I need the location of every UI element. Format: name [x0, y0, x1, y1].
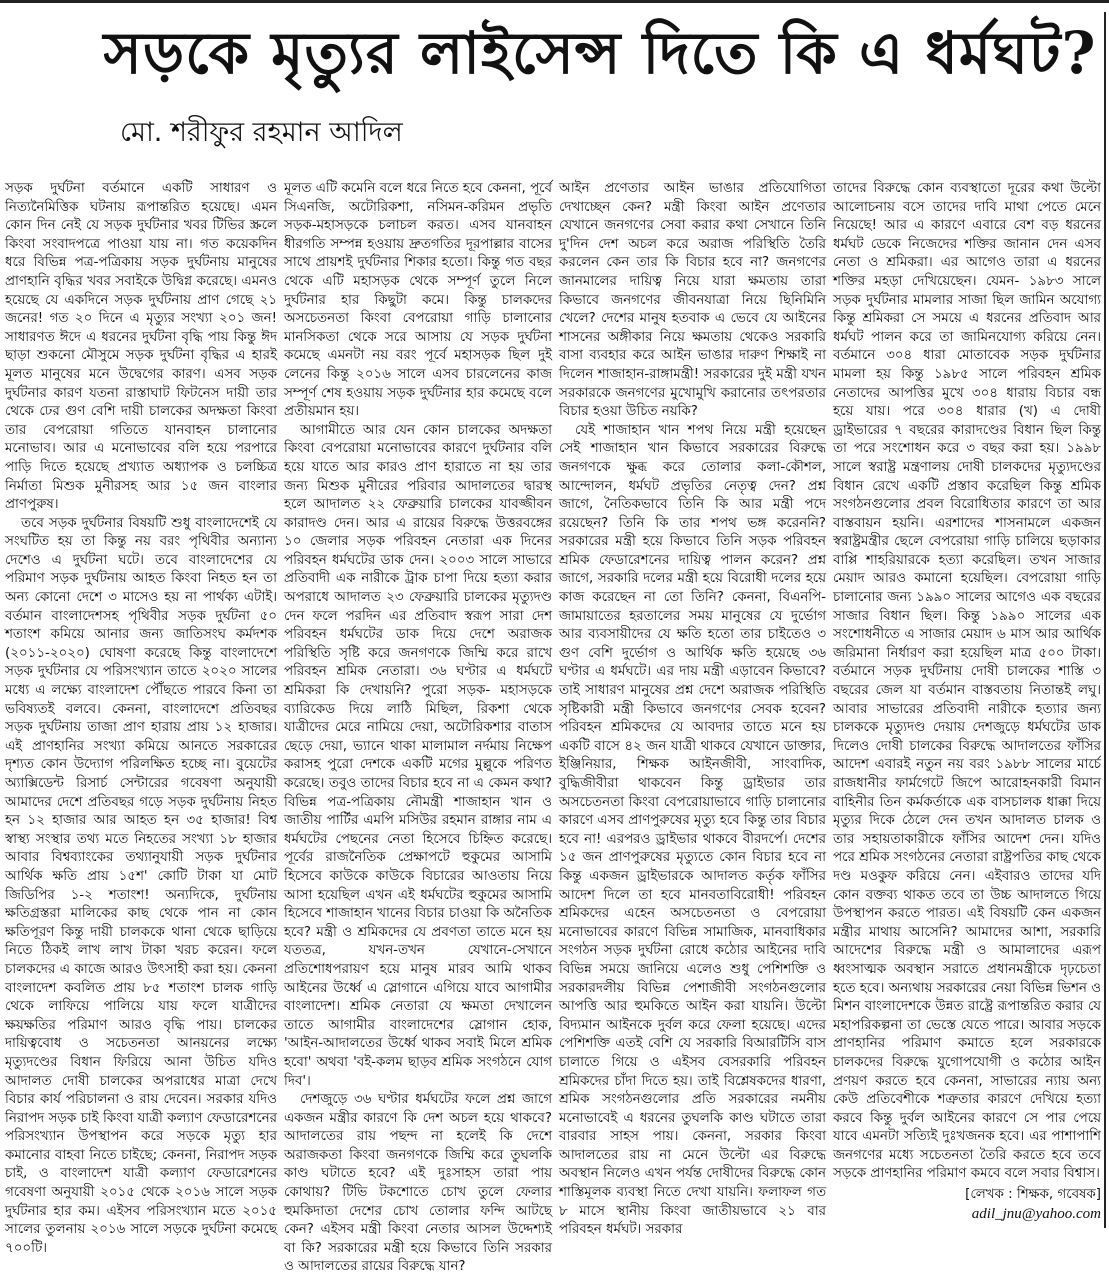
paragraph: দেশজুড়ে ৩৬ ঘণ্টার ধর্মঘটের ফলে প্রশ্ন জাগে একজন মন্ত্রীর কারণে কি দেশ অচল হয়ে থাকবে? আদালতের রায় পছন্দ না হলেই কি দেশে অরাজকতা কিংবা জনগণকে জিম্মি করে তুঘলকি কাণ্ড ঘটাতে হবে? এই দুঃসাহস তারা পায় কোথায়? টিভি টকশোতে চোখ তুলে ফেলার হুমকিদাতা দেশের চোখ তোলার ফন্দি আটছে কেন? এইসব মন্ত্রী কিংবা নেতার আসল উদ্দেশ্যই বা কি? সরকারের মন্ত্রী হয়ে কিভাবে তিনি সরকার ও আদালতের রায়ের বিরুদ্ধে যান? [284, 1092, 552, 1275]
paragraph: আইন প্রণেতার আইন ভাঙার প্রতিযোগিতা দেখাচ্ছেন কেন? মন্ত্রী কিংবা আইন প্রণেতার যেখানে জনগণের সেবা করার কথা সেখানে তিনি দু'দিন দেশ অচল করে অরাজ পরিস্থিতি তৈরি করলেন কেন তার কি বিচার হবে না? জনগণের জানমালের দায়িত্ব নিয়ে যারা ক্ষমতায় তারা কিভাবে জনগণের জীবনযাত্রা নিয়ে ছিনিমিনি খেলে? দেশের মানুষ হতবাক এ ভেবে যে আইনের শাসনের অঙ্গীকার নিয়ে ক্ষমতায় থেকেও সরকারি বাসা ব্যবহার করে আইন ভাঙার দারুণ শিক্ষাই না দিলেন শাজাহান-রাঙ্গামন্ত্রী! সরকারের দুই মন্ত্রী যখন সরকারকে জনগণের মুখোমুখি করানোর তৎপরতার বিচার হওয়া উচিত নয়কি? [559, 181, 826, 420]
column-2 [284, 180, 552, 1277]
column-4 [833, 180, 1101, 1277]
author-byline: মো. শরীফুর রহমান আদিল [120, 117, 403, 148]
column-1 [5, 180, 277, 1277]
paragraph: যেই শাজাহান খান শপথ নিয়ে মন্ত্রী হয়েছেন সেই শাজাহান খান কিভাবে সরকারের বিরুদ্ধে জনগণকে ক্ষুব্ধ করে তোলার কলা-কৌশল, আন্দোলন, ধর্মঘট প্রভৃতির নেতৃত্ব দেন? প্রশ্ন জাগে, নৈতিকভাবে তিনি কি আর মন্ত্রী পদে রয়েছেন? তিনি কি তার শপথ ভঙ্গ করেননি? সরকারের মন্ত্রী হয়ে কিভাবে তিনি সড়ক পরিবহন শ্রমিক ফেডারেশনের দায়িত্ব পালন করেন? প্রশ্ন জাগে, সরকারি দলের মন্ত্রী হয়ে বিরোধী দলের হয়ে কাজ করেছেন না তো তিনি? কেননা, বিএনপি-জামায়াতের হরতালের সময় মানুষের যে দুর্ভোগ আর ব্যবসায়ীদের যে ক্ষতি হতো তার চাইতেও ৩ গুণ বেশি দুর্ভোগ ও আর্থিক ক্ষতি হয়েছে ৩৬ ঘণ্টার এ ধর্মঘটে। এর দায় মন্ত্রী এড়াবেন কিভাবে? তাই সাধারণ মানুষের প্রশ্ন দেশে অরাজক পরিস্থিতি সৃষ্টিকারী মন্ত্রী কিভাবে জনগণের সেবক হবেন? পরিবহন শ্রমিকদের যে আবদার তাতে মনে হয় একটি বাসে ৪২ জন যাত্রী থাকবে যেখানে ডাক্তার, ইঞ্জিনিয়ার, শিক্ষক আইনজীবী, সাংবাদিক, বুদ্ধিজীবীরা থাকবেন কিন্তু ড্রাইভার তার অসচেতনতা কিংবা বেপরোয়াভাবে গাড়ি চালানোর কারণে এসব প্রাণপুরুষের মৃত্যু হবে কিন্তু তার বিচার হবে না! এরপরও ড্রাইভার থাকবে বীরদর্পে। দেশের ১৫ জন প্রাণপুরুষের মৃত্যুতে কোন বিচার হবে না কিন্তু একজন ড্রাইভারকে আদালত কর্তৃক ফাঁসির আদেশ দিলে তা হবে মানবতাবিরোধী! পরিবহন শ্রমিকদের এহেন অসচেতনতা ও বেপরোয়া মনোভাবের কারণে বিভিন্ন সামাজিক, মানবাধিকার সংগঠন সড়ক দুর্ঘটনা রোধে কঠোর আইনের দাবি বিভিন্ন সময়ে জানিয়ে এলেও শুধু পেশিশক্তি ও সরকারদলীয় বিভিন্ন পেশাজীবী সংগঠনগুলোর আপত্তি আর হুমকিতে আইন করা যায়নি। উল্টো বিদ্যমান আইনকে দুর্বল করে ফেলা হয়েছে। এদের পেশিশক্তি এতই বেশি যে সরকারি বিআরটিসি বাস চালাতে গিয়ে ও এইসব বেসরকারি পরিবহন শ্রমিকদের চাঁদা দিতে হয়। তাই বিশ্লেষকদের ধারণা, শ্রমিক সংগঠনগুলোর প্রতি সরকারের নমনীয় মনোভাবেই এ ধরনের তুঘলকি কাণ্ড ঘটাতে তারা বারবার সাহস পায়। কেননা, সরকার কিংবা আদালতের রায় না মেনে উল্টো এর বিরুদ্ধে অবস্থান নিলেও এখন পর্যন্ত দোষীদের বিরুদ্ধে কোন শাস্তিমূলক ব্যবস্থা নিতে দেখা যায়নি। ফলাফল গত ৮ মাসে স্থানীয় কিংবা জাতীয়ভাবে ২১ বার পরিবহন ধর্মঘট। সরকার [559, 422, 826, 1238]
paragraph: সড়ক দুর্ঘটনা বর্তমানে একটি সাধারণ ও নিত্যনৈমিত্তিক ঘটনায় রূপান্তরিত হয়েছে। এমন কোন দিন নেই যে সড়ক দুর্ঘটনার খবর টিভির স্ক্রলে কিংবা সংবাদপত্রে পাওয়া যায় না। গত কয়েকদিন ধরে বিভিন্ন পত্র-পত্রিকায় সড়ক দুর্ঘটনায় মানুষের প্রাণহানি বৃদ্ধির খবর সবাইকে উদ্বিগ্ন করেছে। এমনও হয়েছে যে একদিনে সড়ক দুর্ঘটনায় প্রাণ গেছে ২১ জনের! গত ২০ দিনে এ মৃত্যুর সংখ্যা ২০১ জন! সাধারণত ঈদে এ ধরনের দুর্ঘটনা বৃদ্ধি পায় কিন্তু ঈদ ছাড়া শুকনো মৌসুমে সড়ক দুর্ঘটনা বৃদ্ধির এ হারই মূলত মানুষের মনে উদ্বেগের কারণ। এসব সড়ক দুর্ঘটনার কারণ যতনা রাস্তাঘাট ফিটনেস দায়ী তার থেকে ঢের গুণ বেশি দায়ী চালকের অদক্ষতা কিংবা তার বেপরোয়া গতিতে যানবাহন চালানোর মনোভাব। আর এ মনোভাবের বলি হয়ে পরপারে পাড়ি দিতে হয়েছে প্রখ্যাত অধ্যাপক ও চলচ্চিত্র নির্মাতা মিশুক মুনীরসহ আর ১৫ জন বাংলার প্রাণপুরুষ। [5, 181, 277, 513]
article-title: সড়কে মৃত্যুর লাইসেন্স দিতে কি এ ধর্মঘট? [103, 19, 1097, 87]
paragraph: মূলত এটি কমেনি বলে ধরে নিতে হবে কেননা, পূর্বে সিএনজি, অটোরিকশা, নসিমন-করিমন প্রভৃতি সড়ক-মহাসড়কে চলাচল করত। এসব যানবাহন ধীরগতি সম্পন্ন হওয়ায় দ্রুতগতির দূরপাল্লার বাসের সাথে প্রায়শই দুর্ঘটনার শিকার হতো। কিন্তু গত বছর থেকে এটি মহাসড়ক থেকে সম্পূর্ণ তুলে নিলে দুর্ঘটনার হার কিছুটা কমে। কিন্তু চালকদের অসচেতনতা কিংবা বেপরোয়া গাড়ি চালানোর মানসিকতা থেকে সরে আসায় যে সড়ক দুর্ঘটনা কমেছে এমনটা নয় বরং পূর্বে মহাসড়ক ছিল দুই লেনের কিন্তু ২০১৬ সালে এসব চারলেনের কাজ সম্পূর্ণ শেষ হওয়ায় সড়ক দুর্ঘটনার হার কমেছে বলে প্রতীয়মান হয়। [284, 181, 552, 420]
paragraph: আগামীতে আর যেন কোন চালকের অদক্ষতা কিংবা বেপরোয়া মনোভাবের কারণে দুর্ঘটনার বলি হয়ে যাতে আর কারও প্রাণ হারাতে না হয় তার জন্য মিশুক মুনীরের পরিবার আদালতের দ্বারস্থ হলে আদালত ২২ ফেব্রুয়ারি চালকের যাবজ্জীবন কারাদণ্ড দেন। আর এ রায়ের বিরুদ্ধে উত্তরবঙ্গের ১০ জেলার সড়ক পরিবহন নেতারা এক দিনের পরিবহন ধর্মঘটের ডাক দেন। ২০০৩ সালে সাভারে প্রতিবাদী এক নারীকে ট্রাক চাপা দিয়ে হত্যা করার অপরাধে আদালত ২৩ ফেব্রুয়ারি চালকের মৃত্যুদণ্ড দেন ফলে পরদিন এর প্রতিবাদ স্বরূপ সারা দেশ পরিবহন ধর্মঘটের ডাক দিয়ে দেশে অরাজক পরিস্থিতি সৃষ্টি করে জনগণকে জিম্মি করে রাখে পরিবহন শ্রমিক নেতারা। ৩৬ ঘণ্টার এ ধর্মঘটে শ্রমিকরা কি দেখায়নি? পুরো সড়ক- মহাসড়কে ব্যারিকেড দিয়ে লাঠি মিছিল, রিকশা থেকে যাত্রীদের মেরে নামিয়ে দেয়া, অটোরিকশার বাতাস ছেড়ে দেয়া, ভ্যানে থাকা মালামাল নর্দমায় নিক্ষেপ করাসহ পুরো দেশকে একটি মগের মুল্লুকে পরিণত করেছে। তবুও তাদের বিচার হবে না এ কেমন কথা? বিভিন্ন পত্র-পত্রিকায় নৌমন্ত্রী শাজাহান খান ও জাতীয় পার্টির এমপি মসিউর রহমান রাঙ্গার নাম এ ধর্মঘটের পেছনের নেতা হিসেবে চিহ্নিত করেছে। পূর্বের রাজনৈতিক প্রেক্ষাপটে হুকুমের আসামি হিসেবে কাউকে কাউকে বিচারের আওতায় নিয়ে আসা হয়েছিল এখন এই ধর্মঘটের হুকুমের আসামি হিসেবে শাজাহান খানের বিচার চাওয়া কি অনৈতিক হবে? মন্ত্রী ও শ্রমিকদের যে প্রবণতা তাতে মনে হয় যততত্র, যখন-তখন যেখানে-সেখানে প্রতিশোধপরায়ণ হয়ে মানুষ মারব আমি থাকব আইনের উর্ধ্বে এ স্লোগানে এগিয়ে যাবে আগামীর বাংলাদেশ। শ্রমিক নেতারা যে ক্ষমতা দেখালেন তাতে আগামীর বাংলাদেশের স্লোগান হোক, 'আইন-আদালতের উর্ধ্বে থাকব সবাই মিলে শ্রমিক হবো' অথবা 'বই-কলম ছাড়ব শ্রমিক সংগঠনে যোগ দিব'। [284, 422, 552, 1089]
author-note: [লেখক : শিক্ষক, গবেষক] [965, 1187, 1101, 1203]
paragraph: তাদের বিরুদ্ধে কোন ব্যবস্থাতো দূরের কথা উল্টো আলোচনায় বসে তাদের দাবি মাথা পেতে মেনে নিয়েছে! আর এ কারণে এবারে বেশ বড় ধরনের ধর্মঘট ডেকে নিজেদের শক্তির জানান দেন এসব নেতা ও শ্রমিকরা। এর আগেও তারা এ ধরনের শক্তির মহড়া দেখিয়েছেন। যেমন- ১৯৮৩ সালে সড়ক দুর্ঘটনার মামলার সাজা ছিল জামিন অযোগ্য কিন্তু শ্রমিকরা সে সময়ে এ ধরনের প্রতিবাদ আর ধর্মঘট পালন করে তা জামিনযোগ্য করিয়ে নেন। বর্তমানে ৩০৪ ধারা মোতাবেক সড়ক দুর্ঘটনার মামলা হয় কিন্তু ১৯৮৫ সালে পরিবহন শ্রমিক নেতাদের আপত্তির মুখে ৩০৪ ধারায় বিচার বন্ধ হয়ে যায়। পরে ৩০৪ ধারার (খ) এ দোষী ড্রাইভারের ৭ বছরের কারাদণ্ডের বিধান ছিল কিন্তু তা পরে সংশোধন করে ৩ বছর করা হয়। ১৯৯৮ সালে স্বরাষ্ট্র মন্ত্রণালয় দোষী চালকদের মৃত্যুদণ্ডের বিধান রেখে একটি প্রস্তাব করেছিল কিন্তু শ্রমিক সংগঠনগুলোর প্রবল বিরোধিতার কারণে তা আর বাস্তবায়ন হয়নি। এরশাদের শাসনামলে একজন স্বরাষ্ট্রমন্ত্রীর ছেলে বেপরোয়া গাড়ি চালিয়ে ছড়াকার বাপ্পি শাহরিয়ারকে হত্যা করেছিল। তখন সাজার মেয়াদ আরও কমানো হয়েছিল। বেপরোয়া গাড়ি চালানোর জন্য ১৯৯০ সালের আগেও এক বছরের সাজার বিধান ছিল। কিন্তু ১৯৯০ সালের এক সংশোধনীতে এ সাজার মেয়াদ ৬ মাস আর আর্থিক জরিমানা নির্ধারণ করা হয়েছিল মাত্র ৫০০ টাকা। বর্তমানে সড়ক দুর্ঘটনায় দোষী চালকের শাস্তি ৩ বছরের জেল যা বর্তমান বাস্তবতায় নিতান্তই লঘু। আবার সাভারের প্রতিবাদী নারীকে হত্যার জন্য চালককে মৃত্যুদণ্ড দেয়ায় দেশজুড়ে ধর্মঘটের ডাক দিলেও দোষী চালকের বিরুদ্ধে আদালতের ফাঁসির আদেশ এবারই নতুন নয় বরং ১৯৮৮ সালের মার্চে রাজধানীর ফার্মগেটে জিপে আরোহনকারী বিমান বাহিনীর তিন কর্মকর্তাকে এক বাসচালক ধাক্কা দিয়ে মৃত্যুর দিকে ঠেলে দেন তখন আদালত চালক ও তার সহায়তাকারীকে ফাঁসির আদেশ দেন। যদিও পরে শ্রমিক সংগঠনের নেতারা রাষ্ট্রপতির কাছ থেকে দণ্ড মওকুফ করিয়ে নেন। এইবারও তাদের যদি কোন বক্তব্য থাকত তবে তা উচ্চ আদালতে গিয়ে উপস্থাপন করতে পারত। এই বিষয়টি কেন একজন মন্ত্রীর মাথায় আসেনি? আমাদের আশা, সরকারি আদেশের বিরুদ্ধে মন্ত্রী ও আমালাদের এরূপ ধ্বংসাত্মক অবস্থান সরাতে প্রধানমন্ত্রীকে দৃঢ়চেতা হতে হবে। অন্যথায় সরকারের নেয়া বিভিন্ন ভিশন ও মিশন বাংলাদেশকে উন্নত রাষ্ট্রে রূপান্তরিত করার যে মহাপরিকল্পনা তা ভেস্তে যেতে পারে। আবার সড়কে প্রাণহানির পরিমাণ কমাতে হলে সরকারকে চালকদের বিরুদ্ধে যুগোপযোগী ও কঠোর আইন প্রণয়ণ করতে হবে কেননা, সাভারের ন্যায় অন্য কেউ প্রতিবেশীকে শত্রুতার কারণে দেখিয়ে হত্যা করবে কিন্তু দুর্বল আইনের কারণে সে পার পেয়ে যাবে এমনটা সত্যিই দুঃখজনক হবে। এর পাশাপাশি জনগণের মধ্যে সচেতনতা তৈরি করতে হবে তবে সড়কে প্রাণহানির পরিমাণ কমবে বলে সবার বিশ্বাস। [833, 181, 1101, 1182]
article-body [5, 180, 1101, 1275]
right-rule [1104, 12, 1106, 1228]
top-rule [0, 0, 1109, 3]
author-email: adil_jnu@yahoo.com [971, 1205, 1101, 1222]
paragraph: তবে সড়ক দুর্ঘটনার বিষয়টি শুধু বাংলাদেশেই যে সংঘটিত হয় তা কিন্তু নয় বরং পৃথিবীর অন্যান্য দেশেও এ দুর্ঘটনা ঘটে। তবে বাংলাদেশের যে পরিমাণ সড়ক দুর্ঘটনায় আহত কিংবা নিহত হন তা অন্য কোনো দেশে ৩ মাসেও হয় না পার্থক্য এটাই। বর্তমান বাংলাদেশসহ পৃথিবীর সড়ক দুর্ঘটনা ৫০ শতাংশ কমিয়ে আনার জন্য জাতিসংঘ কর্মদশক (২০১১-২০২০) ঘোষণা করেছে কিন্তু বাংলাদেশে সড়ক দুর্ঘটনার যে পরিসংখ্যান তাতে ২০২০ সালের মধ্যে এ লক্ষ্যে বাংলাদেশ পৌঁছতে পারবে কিনা তা ভবিষ্যতই বলবে। কেননা, বাংলাদেশে প্রতিবছর সড়ক দুর্ঘটনায় তাজা প্রাণ হারায় প্রায় ১২ হাজার। এই প্রাণহানির সংখ্যা কমিয়ে আনতে সরকারের দৃশ্যত কোন উদ্যোগ পরিলক্ষিত হচ্ছে না। বুয়েটের অ্যাক্সিডেন্ট রিসার্চ সেন্টারের গবেষণা অনুযায়ী আমাদের দেশে প্রতিবছর গড়ে সড়ক দুর্ঘটনায় নিহত হন ১২ হাজার আর আহত হন ৩৫ হাজার! বিশ্ব স্বাস্থ্য সংস্থার তথ্য মতে নিহতের সংখ্যা ১৮ হাজার আবার বিশ্বব্যাংকের তথ্যানুযায়ী সড়ক দুর্ঘটনার আর্থিক ক্ষতি প্রায় ১৫শ' কোটি টাকা যা মোট জিডিপির ১-২ শতাংশ! অন্যদিকে, দুর্ঘটনায় ক্ষতিগ্রস্তরা মালিকের কাছ থেকে পান না কোন ক্ষতিপূরণ কিন্তু দায়ী চালককে থানা থেকে ছাড়িয়ে নিতে ঠিকই লাখ লাখ টাকা খরচ করেন। ফলে চালকদের এ কাজে আরও উৎসাহী করা হয়। কেননা বাংলাদেশ কবলিত প্রায় ৮৫ শতাংশ চালক গাড়ি থেকে লাফিয়ে পালিয়ে যায় ফলে যাত্রীদের ক্ষয়ক্ষতির পরিমাণ আরও বৃদ্ধি পায়। চালকের দায়িত্ববোধ ও সচেতনতা আনয়নের লক্ষ্যে মৃত্যুদণ্ডের বিধান ফিরিয়ে আনা উচিত যদিও আদালত দোষী চালকের অপরাধের মাত্রা দেখে বিচার কার্য পরিচালনা ও রায় দেবেন। সরকার যদিও নিরাপদ সড়ক চাই কিংবা যাত্রী কল্যাণ ফেডারেশনের পরিসংখ্যান উপস্থাপন করে সড়কে মৃত্যু হার কমানোর বাহবা নিতে চাইছে; কেননা, নিরাপদ সড়ক চাই, ও বাংলাদেশ যাত্রী কল্যাণ ফেডারেশনের গবেষণা অনুযায়ী ২০১৫ থেকে ২০১৬ সালে সড়ক দুর্ঘটনার হার কম। এইসব পরিসংখ্যান মতে ২০১৫ সালের তুলনায় ২০১৬ সালে সড়কে দুর্ঘটনা কমেছে ৭০০টি। [5, 515, 277, 1256]
column-3 [559, 180, 826, 1277]
